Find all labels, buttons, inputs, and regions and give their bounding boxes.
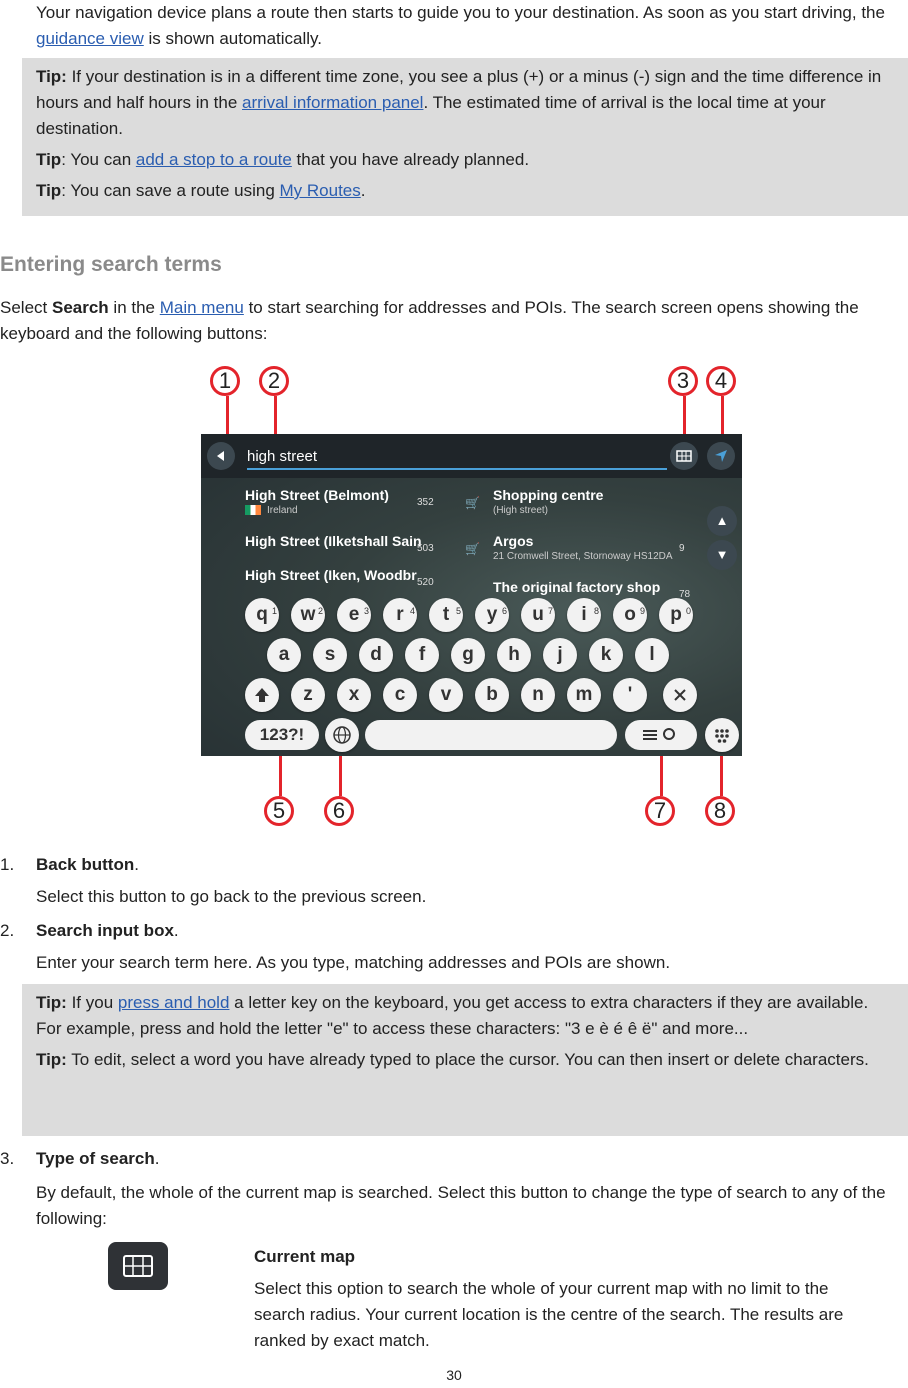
list-view-button[interactable] [625, 720, 697, 750]
callout-8: 8 [705, 796, 735, 826]
shopping-cart-icon: 🛒 [465, 496, 480, 510]
page-number: 30 [446, 1367, 462, 1383]
tip-box-route [22, 58, 908, 216]
result-right-2-distance: 9 [679, 543, 685, 554]
add-stop-link[interactable]: add a stop to a route [135, 150, 292, 169]
search-underline [247, 468, 667, 470]
guidance-view-link[interactable]: guidance view [36, 29, 144, 48]
item-2-desc: Enter your search term here. As you type, matching addresses and POIs are shown. [36, 953, 671, 972]
key-c[interactable]: c [383, 678, 417, 712]
delete-icon [672, 687, 688, 703]
scroll-down-button[interactable]: ▼ [707, 540, 737, 570]
main-menu-link[interactable]: Main menu [159, 298, 244, 317]
map-grid-icon [122, 1254, 154, 1278]
item-3-number: 3. [0, 1149, 15, 1168]
item-1-desc: Select this button to go back to the previous screen. [36, 887, 427, 906]
tip-press-hold: Tip: If you press and hold a letter key on the keyboard, you get access to extra characters if they are available. For example, press and hold the letter "e" to access these characters: "3 e è é ê ë" and more... [36, 993, 869, 1038]
key-z[interactable]: z [291, 678, 325, 712]
ireland-flag-icon [245, 505, 261, 515]
search-screen-screenshot [201, 434, 742, 756]
result-left-3-distance: 520 [417, 577, 434, 588]
tip-box-keyboard [22, 984, 908, 1136]
back-arrow-icon [215, 450, 227, 462]
item-3-desc: By default, the whole of the current map is searched. Select this button to change the type of search to any of the following: [36, 1183, 886, 1228]
key-s[interactable]: s [313, 638, 347, 672]
result-left-2[interactable]: High Street (Ilketshall Sain [245, 533, 422, 549]
item-1-number: 1. [0, 855, 15, 874]
key-q[interactable]: q $^1$ [245, 598, 279, 632]
key-d[interactable]: d [359, 638, 393, 672]
list-map-toggle-icon [641, 727, 681, 743]
result-right-2[interactable]: Argos 21 Cromwell Street, Stornoway HS12DA [493, 533, 673, 562]
callout-2: 2 [259, 366, 289, 396]
callout-6: 6 [324, 796, 354, 826]
key-a[interactable]: a [267, 638, 301, 672]
result-right-1[interactable]: Shopping centre (High street) [493, 487, 604, 516]
shift-arrow-icon [254, 687, 270, 703]
language-button[interactable] [325, 718, 359, 752]
key-w[interactable]: w $^2$ [291, 598, 325, 632]
result-left-3[interactable]: High Street (Iken, Woodbr [245, 567, 417, 583]
tip-time-zone: Tip: If your destination is in a different time zone, you see a plus (+) or a minus (-) sign and the time difference in hours and half hours in the arrival information panel. The estimated time of arrival is the local time at your destination. [36, 67, 882, 138]
key-y[interactable]: y $^6$ [475, 598, 509, 632]
scroll-up-button[interactable]: ▲ [707, 506, 737, 536]
callout-5: 5 [264, 796, 294, 826]
search-input[interactable]: high street [247, 448, 318, 465]
type-of-search-button[interactable] [670, 442, 698, 470]
callout-4: 4 [706, 366, 736, 396]
key-b[interactable]: b [475, 678, 509, 712]
key-k[interactable]: k [589, 638, 623, 672]
callout-3: 3 [668, 366, 698, 396]
number-keyboard-button[interactable]: 123?! [245, 720, 319, 750]
main-menu-button[interactable] [705, 718, 739, 752]
key-l[interactable]: l [635, 638, 669, 672]
result-left-1[interactable]: High Street (Belmont) Ireland [245, 487, 389, 516]
key-f[interactable]: f [405, 638, 439, 672]
navigation-arrow-icon [714, 449, 728, 463]
intro-paragraph: Your navigation device plans a route then starts to guide you to your destination. As soon as you start driving, the guidance view is shown automatically. [36, 3, 885, 48]
key-p[interactable]: p $^0$ [659, 598, 693, 632]
press-and-hold-link[interactable]: press and hold [117, 993, 230, 1012]
current-map-desc: Select this option to search the whole of your current map with no limit to the search radius. Your current location is the centre of the search. The results are ranked by exact match. [254, 1279, 844, 1350]
shopping-cart-icon: 🛒 [465, 542, 480, 556]
key-t[interactable]: t $^5$ [429, 598, 463, 632]
map-background [201, 434, 742, 756]
space-bar[interactable] [365, 720, 617, 750]
item-2-title: Search input box. [36, 921, 179, 940]
globe-icon [332, 725, 352, 745]
item-1-title: Back button. [36, 855, 139, 874]
key-j[interactable]: j [543, 638, 577, 672]
key-o[interactable]: o $^9$ [613, 598, 647, 632]
item-3-title: Type of search. [36, 1149, 160, 1168]
key-v[interactable]: v [429, 678, 463, 712]
back-button[interactable] [207, 442, 235, 470]
callout-1: 1 [210, 366, 240, 396]
backspace-key[interactable] [663, 678, 697, 712]
tip-edit: Tip: To edit, select a word you have already typed to place the cursor. You can then insert or delete characters. [36, 1050, 869, 1069]
key-e[interactable]: e $^3$ [337, 598, 371, 632]
current-location-button[interactable] [707, 442, 735, 470]
section-heading: Entering search terms [0, 253, 222, 276]
my-routes-link[interactable]: My Routes [279, 181, 361, 200]
current-map-button[interactable] [108, 1242, 168, 1290]
key-x[interactable]: x [337, 678, 371, 712]
key-m[interactable]: m [567, 678, 601, 712]
key-g[interactable]: g [451, 638, 485, 672]
tip-my-routes: Tip: You can save a route using My Routes. [36, 181, 366, 200]
result-left-1-distance: 352 [417, 497, 434, 508]
tip-add-stop: Tip: You can add a stop to a route that you have already planned. [36, 150, 530, 169]
key-n[interactable]: n [521, 678, 555, 712]
item-2-number: 2. [0, 921, 15, 940]
shift-key[interactable] [245, 678, 279, 712]
grid-dots-icon [713, 726, 731, 744]
current-map-title: Current map [254, 1247, 356, 1266]
key-i[interactable]: i $^8$ [567, 598, 601, 632]
result-left-2-distance: 503 [417, 543, 434, 554]
result-right-3-distance: 78 [679, 589, 691, 600]
key-apostrophe[interactable]: ' [613, 678, 647, 712]
callout-7: 7 [645, 796, 675, 826]
key-h[interactable]: h [497, 638, 531, 672]
map-grid-icon [676, 450, 692, 462]
select-search-paragraph: Select Search in the Main menu to start searching for addresses and POIs. The search screen opens showing the keyboard and the following buttons: [0, 298, 859, 343]
key-u[interactable]: u $^7$ [521, 598, 555, 632]
result-right-3[interactable]: The original factory shop [493, 579, 661, 595]
arrival-info-panel-link[interactable]: arrival information panel [242, 93, 424, 112]
key-r[interactable]: r $^4$ [383, 598, 417, 632]
